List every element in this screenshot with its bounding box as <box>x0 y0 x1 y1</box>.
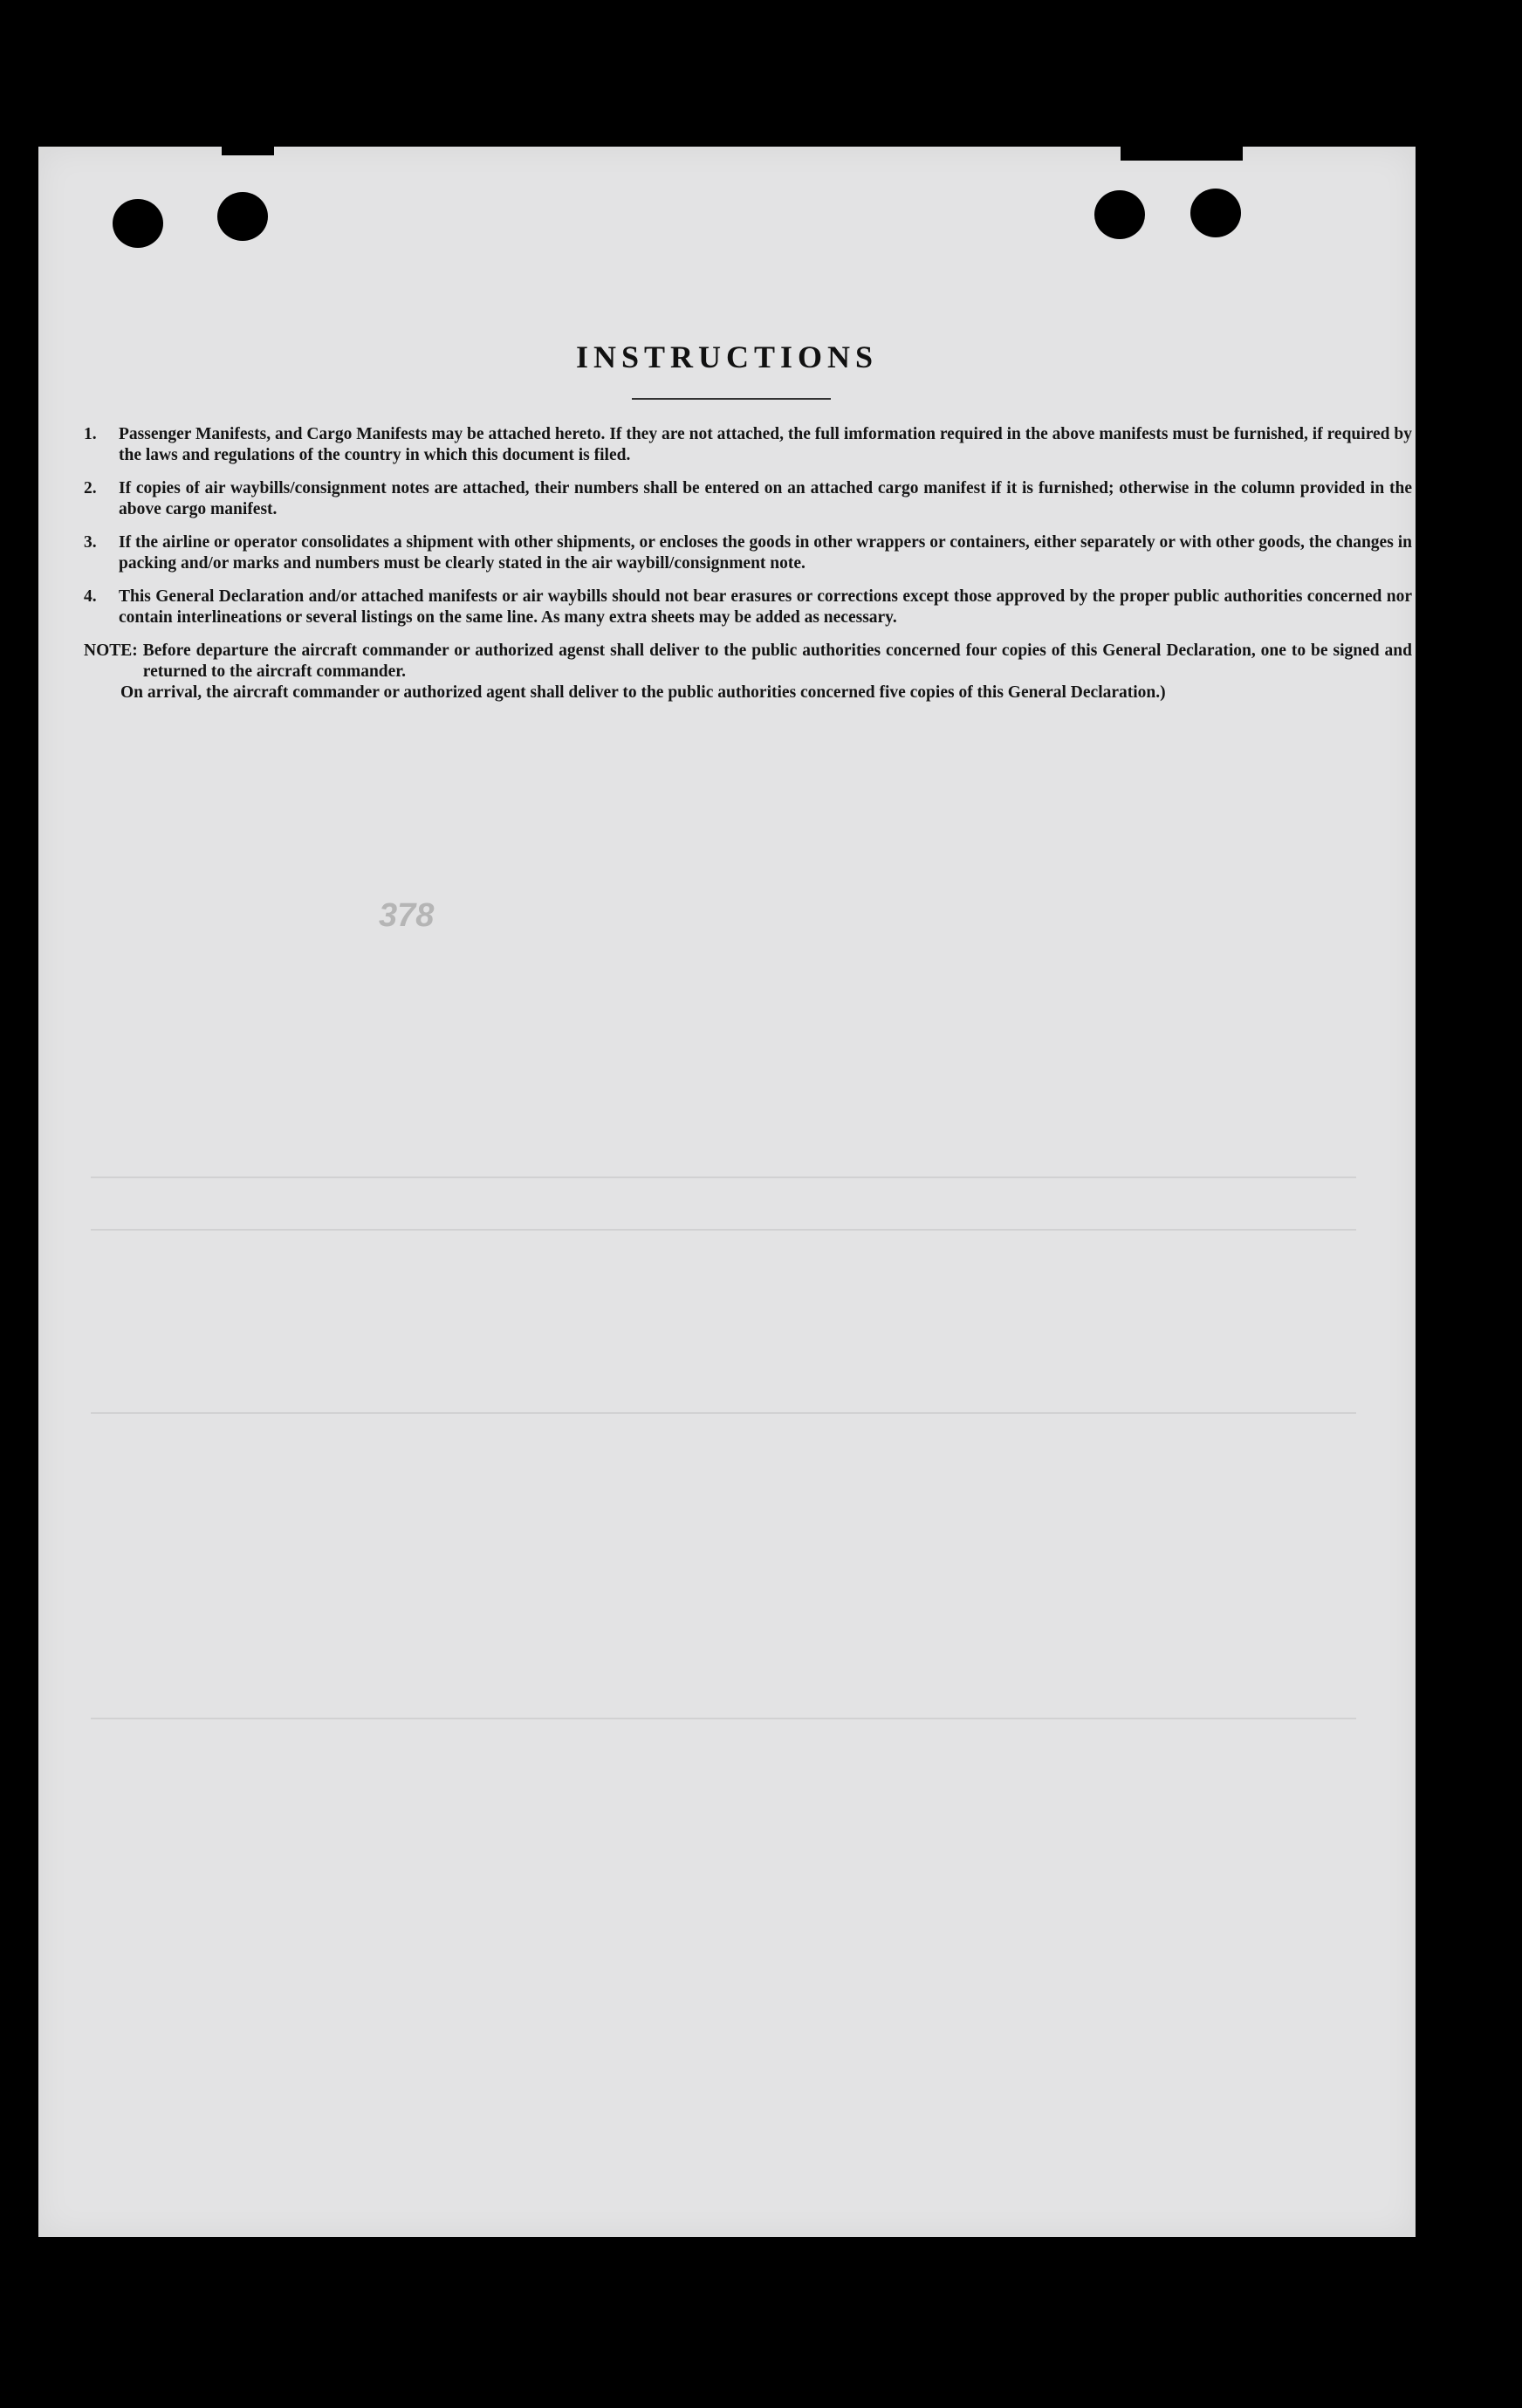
instructions-list <box>84 424 1412 703</box>
document-page <box>38 147 1416 2237</box>
punch-hole <box>217 192 268 241</box>
item-text: Passenger Manifests, and Cargo Manifests may be attached hereto. If they are not attached, the full imformation required in the above manifests must be furnished, if required by the laws and regulations of the country in which this document is filed. <box>119 425 1412 464</box>
instruction-item <box>84 478 1412 520</box>
item-number: 4. <box>84 587 97 606</box>
page-tear <box>1121 147 1243 161</box>
punch-hole <box>1094 190 1145 239</box>
item-number: 1. <box>84 425 97 443</box>
page-stamp-number: 378 <box>379 897 435 934</box>
note-text: Before departure the aircraft commander or authorized agenst shall deliver to the public authorities concerned four copies of this General Declaration, one to be signed and returned to the aircraft commander. <box>142 641 1412 681</box>
instruction-item <box>84 424 1412 466</box>
page-tear <box>222 147 274 155</box>
instruction-item <box>84 587 1412 628</box>
note-block <box>84 641 1412 703</box>
title-underline <box>632 398 831 400</box>
note-label: NOTE: <box>84 641 138 660</box>
item-text: This General Declaration and/or attached manifests or air waybills should not bear erasures or corrections except those approved by the proper public authorities concerned nor contain interlineations or several listings on the same line. As many extra sheets may be added as necessary. <box>119 587 1412 627</box>
punch-hole <box>1190 189 1241 237</box>
item-number: 3. <box>84 533 97 552</box>
bleed-through-line <box>91 1229 1356 1231</box>
item-text: If copies of air waybills/consignment notes are attached, their numbers shall be entered on an attached cargo manifest if it is furnished; otherwise in the column provided in the above cargo manifest. <box>119 479 1412 518</box>
bleed-through-line <box>91 1718 1356 1719</box>
bleed-through-line <box>91 1412 1356 1414</box>
punch-hole <box>113 199 163 248</box>
item-number: 2. <box>84 479 97 497</box>
page-title: INSTRUCTIONS <box>575 340 879 374</box>
bleed-through-line <box>91 1177 1356 1178</box>
note-text-arrival: On arrival, the aircraft commander or authorized agent shall deliver to the public authorities concerned five copies of this General Declaration.) <box>120 683 1166 702</box>
instruction-item <box>84 532 1412 574</box>
item-text: If the airline or operator consolidates a shipment with other shipments, or encloses the goods in other wrappers or containers, either separately or with other goods, the changes in packing and/or marks and numbers must be clearly stated in the air waybill/consignment note. <box>119 533 1412 573</box>
